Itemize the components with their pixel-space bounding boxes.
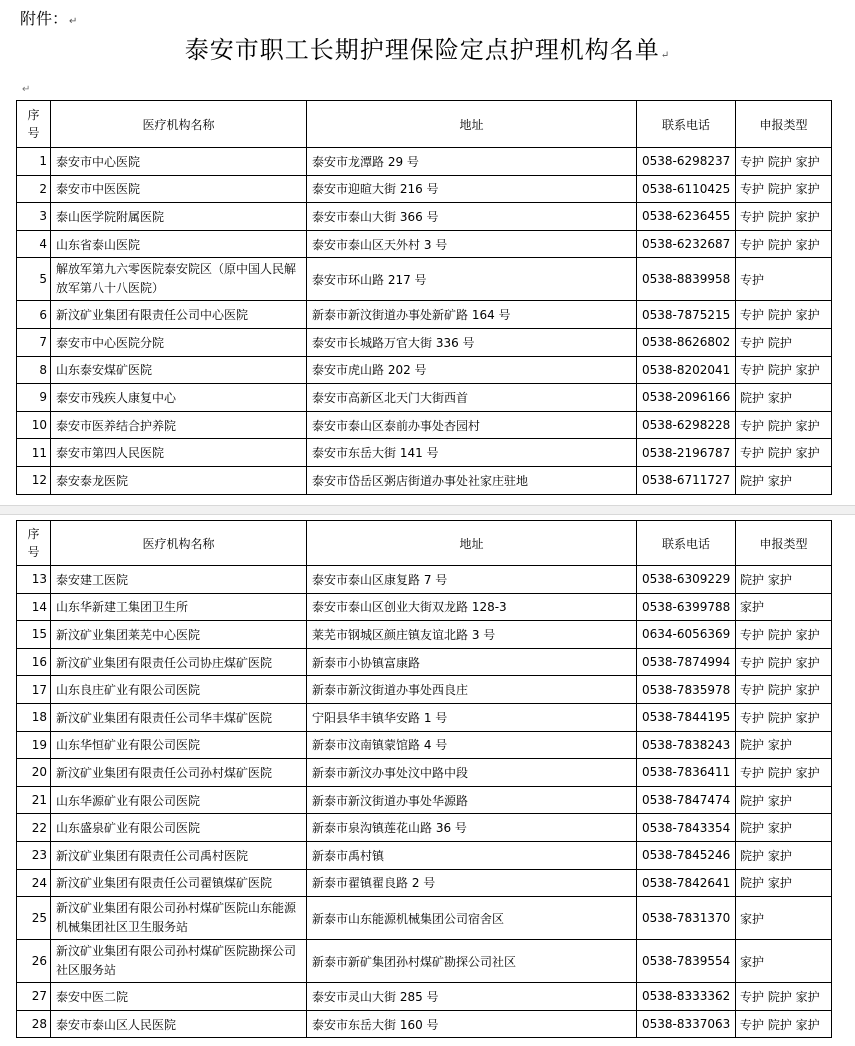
institution-name: 新汶矿业集团有限责任公司孙村煤矿医院 — [51, 759, 307, 787]
institution-address: 泰安市泰山大街 366 号 — [307, 203, 637, 231]
table-header-row — [17, 101, 832, 148]
row-number: 13 — [17, 566, 51, 594]
header-no — [17, 521, 51, 566]
header-no-line2: 号 — [27, 545, 40, 559]
institution-name: 解放军第九六零医院泰安院区（原中国人民解放军第八十八医院） — [51, 258, 307, 301]
institution-name: 新汶矿业集团有限责任公司翟镇煤矿医院 — [51, 869, 307, 897]
institution-name: 泰安泰龙医院 — [51, 466, 307, 494]
header-name: 医疗机构名称 — [51, 101, 307, 148]
table-row — [17, 703, 832, 731]
row-number: 12 — [17, 466, 51, 494]
table-row — [17, 648, 832, 676]
institution-name: 山东华恒矿业有限公司医院 — [51, 731, 307, 759]
service-types: 院护 家护 — [736, 841, 832, 869]
table-row — [17, 466, 832, 494]
table-row — [17, 384, 832, 412]
header-name: 医疗机构名称 — [51, 521, 307, 566]
service-types: 院护 家护 — [736, 384, 832, 412]
table-row — [17, 983, 832, 1011]
table-row — [17, 175, 832, 203]
institution-phone: 0538-7839554 — [637, 940, 736, 983]
institution-phone: 0538-8333362 — [637, 983, 736, 1011]
title-text: 泰安市职工长期护理保险定点护理机构名单 — [184, 36, 660, 64]
institution-name: 泰安中医二院 — [51, 983, 307, 1011]
institution-address: 泰安市龙潭路 29 号 — [307, 148, 637, 176]
attachment-text: 附件： — [20, 9, 69, 28]
institution-name: 新汶矿业集团有限公司孙村煤矿医院勘探公司社区服务站 — [51, 940, 307, 983]
institution-phone: 0538-7843354 — [637, 814, 736, 842]
row-number: 16 — [17, 648, 51, 676]
header-no-line1: 序 — [27, 527, 40, 541]
institution-address: 新泰市翟镇翟良路 2 号 — [307, 869, 637, 897]
service-types: 院护 家护 — [736, 786, 832, 814]
institution-phone: 0538-7842641 — [637, 869, 736, 897]
institution-phone: 0538-6711727 — [637, 466, 736, 494]
service-types: 专护 院护 家护 — [736, 439, 832, 467]
row-number: 21 — [17, 786, 51, 814]
row-number: 19 — [17, 731, 51, 759]
institution-phone: 0538-7838243 — [637, 731, 736, 759]
table-row — [17, 940, 832, 983]
header-no — [17, 101, 51, 148]
service-types: 家护 — [736, 940, 832, 983]
institution-address: 新泰市新汶办事处汶中路中段 — [307, 759, 637, 787]
service-types: 专护 院护 家护 — [736, 676, 832, 704]
institution-phone: 0634-6056369 — [637, 621, 736, 649]
institution-phone: 0538-8839958 — [637, 258, 736, 301]
institution-name: 新汶矿业集团有限责任公司禹村医院 — [51, 841, 307, 869]
institution-address: 新泰市新汶街道办事处新矿路 164 号 — [307, 301, 637, 329]
service-types: 专护 院护 家护 — [736, 203, 832, 231]
institution-address: 新泰市禹村镇 — [307, 841, 637, 869]
table-row — [17, 566, 832, 594]
institution-name: 泰安市残疾人康复中心 — [51, 384, 307, 412]
institution-name: 新汶矿业集团有限责任公司协庄煤矿医院 — [51, 648, 307, 676]
table-row — [17, 593, 832, 621]
row-number: 9 — [17, 384, 51, 412]
service-types: 专护 院护 家护 — [736, 759, 832, 787]
institution-name: 泰山医学院附属医院 — [51, 203, 307, 231]
header-no-line1: 序 — [27, 108, 40, 122]
institution-phone: 0538-2096166 — [637, 384, 736, 412]
institution-address: 泰安市泰山区创业大街双龙路 128-3 — [307, 593, 637, 621]
paragraph-mark: ↵ — [22, 84, 31, 95]
institution-phone: 0538-7835978 — [637, 676, 736, 704]
row-number: 2 — [17, 175, 51, 203]
header-phone: 联系电话 — [637, 521, 736, 566]
table-row — [17, 676, 832, 704]
institution-address: 泰安市迎暄大街 216 号 — [307, 175, 637, 203]
institution-address: 泰安市长城路万官大街 336 号 — [307, 328, 637, 356]
row-number: 3 — [17, 203, 51, 231]
service-types: 专护 院护 家护 — [736, 230, 832, 258]
table-row — [17, 301, 832, 329]
table-row — [17, 759, 832, 787]
institution-phone: 0538-8337063 — [637, 1010, 736, 1038]
institution-name: 泰安市中心医院分院 — [51, 328, 307, 356]
row-number: 11 — [17, 439, 51, 467]
row-number: 18 — [17, 703, 51, 731]
institution-phone: 0538-6298237 — [637, 148, 736, 176]
table-body — [17, 566, 832, 1038]
institution-phone: 0538-6399788 — [637, 593, 736, 621]
table-row — [17, 841, 832, 869]
page-break — [0, 505, 855, 515]
row-number: 5 — [17, 258, 51, 301]
service-types: 专护 院护 家护 — [736, 148, 832, 176]
institution-name: 山东泰安煤矿医院 — [51, 356, 307, 384]
institution-phone: 0538-6236455 — [637, 203, 736, 231]
table-row — [17, 731, 832, 759]
attachment-label — [20, 6, 77, 29]
institution-address: 新泰市新汶街道办事处西良庄 — [307, 676, 637, 704]
row-number: 23 — [17, 841, 51, 869]
institution-address: 新泰市汶南镇蒙馆路 4 号 — [307, 731, 637, 759]
service-types: 专护 院护 家护 — [736, 411, 832, 439]
row-number: 26 — [17, 940, 51, 983]
institution-name: 新汶矿业集团莱芜中心医院 — [51, 621, 307, 649]
table-row — [17, 786, 832, 814]
institution-address: 莱芜市钢城区颜庄镇友谊北路 3 号 — [307, 621, 637, 649]
row-number: 14 — [17, 593, 51, 621]
header-type: 申报类型 — [736, 101, 832, 148]
row-number: 1 — [17, 148, 51, 176]
paragraph-mark: ↵ — [69, 16, 78, 27]
institution-address: 泰安市虎山路 202 号 — [307, 356, 637, 384]
service-types: 院护 家护 — [736, 566, 832, 594]
institution-address: 泰安市岱岳区粥店街道办事处社家庄驻地 — [307, 466, 637, 494]
institution-address: 新泰市山东能源机械集团公司宿舍区 — [307, 897, 637, 940]
table-row — [17, 439, 832, 467]
row-number: 17 — [17, 676, 51, 704]
institution-address: 泰安市东岳大街 141 号 — [307, 439, 637, 467]
service-types: 专护 院护 家护 — [736, 621, 832, 649]
institution-phone: 0538-6232687 — [637, 230, 736, 258]
service-types: 专护 院护 家护 — [736, 175, 832, 203]
institution-name: 山东盛泉矿业有限公司医院 — [51, 814, 307, 842]
row-number: 15 — [17, 621, 51, 649]
service-types: 专护 院护 家护 — [736, 983, 832, 1011]
row-number: 27 — [17, 983, 51, 1011]
institution-phone: 0538-8626802 — [637, 328, 736, 356]
service-types: 院护 家护 — [736, 731, 832, 759]
row-number: 7 — [17, 328, 51, 356]
row-number: 20 — [17, 759, 51, 787]
row-number: 6 — [17, 301, 51, 329]
institution-name: 山东华源矿业有限公司医院 — [51, 786, 307, 814]
institution-address: 新泰市新汶街道办事处华源路 — [307, 786, 637, 814]
service-types: 专护 院护 — [736, 328, 832, 356]
table-row — [17, 869, 832, 897]
institution-name: 泰安市第四人民医院 — [51, 439, 307, 467]
institution-name: 山东良庄矿业有限公司医院 — [51, 676, 307, 704]
institution-name: 新汶矿业集团有限责任公司中心医院 — [51, 301, 307, 329]
institution-phone: 0538-7845246 — [637, 841, 736, 869]
row-number: 25 — [17, 897, 51, 940]
institution-address: 新泰市泉沟镇莲花山路 36 号 — [307, 814, 637, 842]
institution-address: 泰安市高新区北天门大街西首 — [307, 384, 637, 412]
institution-phone: 0538-7874994 — [637, 648, 736, 676]
table-row — [17, 328, 832, 356]
institution-name: 山东华新建工集团卫生所 — [51, 593, 307, 621]
institution-name: 泰安市中医医院 — [51, 175, 307, 203]
institution-name: 新汶矿业集团有限公司孙村煤矿医院山东能源机械集团社区卫生服务站 — [51, 897, 307, 940]
table-row — [17, 230, 832, 258]
table-body — [17, 148, 832, 495]
header-type: 申报类型 — [736, 521, 832, 566]
header-phone: 联系电话 — [637, 101, 736, 148]
row-number: 4 — [17, 230, 51, 258]
table-row — [17, 411, 832, 439]
institution-address: 泰安市泰山区泰前办事处杏园村 — [307, 411, 637, 439]
service-types: 专护 院护 家护 — [736, 703, 832, 731]
service-types: 专护 — [736, 258, 832, 301]
institution-phone: 0538-7831370 — [637, 897, 736, 940]
row-number: 24 — [17, 869, 51, 897]
service-types: 专护 院护 家护 — [736, 648, 832, 676]
institution-phone: 0538-7836411 — [637, 759, 736, 787]
table-row — [17, 148, 832, 176]
institution-phone: 0538-7847474 — [637, 786, 736, 814]
institution-phone: 0538-8202041 — [637, 356, 736, 384]
table-row — [17, 203, 832, 231]
institution-address: 新泰市新矿集团孙村煤矿勘探公司社区 — [307, 940, 637, 983]
institution-address: 新泰市小协镇富康路 — [307, 648, 637, 676]
row-number: 10 — [17, 411, 51, 439]
table-row — [17, 621, 832, 649]
institution-address: 泰安市环山路 217 号 — [307, 258, 637, 301]
institution-name: 山东省泰山医院 — [51, 230, 307, 258]
service-types: 院护 家护 — [736, 814, 832, 842]
document-title — [0, 30, 855, 65]
institution-address: 宁阳县华丰镇华安路 1 号 — [307, 703, 637, 731]
institution-address: 泰安市泰山区天外村 3 号 — [307, 230, 637, 258]
institution-phone: 0538-2196787 — [637, 439, 736, 467]
row-number: 8 — [17, 356, 51, 384]
row-number: 28 — [17, 1010, 51, 1038]
institution-address: 泰安市泰山区康复路 7 号 — [307, 566, 637, 594]
paragraph-mark: ↵ — [660, 50, 671, 61]
table-header-row — [17, 521, 832, 566]
institution-phone: 0538-6309229 — [637, 566, 736, 594]
institution-name: 泰安市医养结合护养院 — [51, 411, 307, 439]
service-types: 院护 家护 — [736, 466, 832, 494]
table-row — [17, 814, 832, 842]
institution-phone: 0538-7844195 — [637, 703, 736, 731]
institution-address: 泰安市东岳大街 160 号 — [307, 1010, 637, 1038]
header-address: 地址 — [307, 521, 637, 566]
table-row — [17, 1010, 832, 1038]
service-types: 专护 院护 家护 — [736, 301, 832, 329]
header-no-line2: 号 — [27, 126, 40, 140]
institution-phone: 0538-6298228 — [637, 411, 736, 439]
table-row — [17, 897, 832, 940]
service-types: 家护 — [736, 593, 832, 621]
institution-address: 泰安市灵山大街 285 号 — [307, 983, 637, 1011]
service-types: 专护 院护 家护 — [736, 356, 832, 384]
row-number: 22 — [17, 814, 51, 842]
institution-phone: 0538-7875215 — [637, 301, 736, 329]
table-row — [17, 258, 832, 301]
institutions-table-page-2 — [16, 520, 832, 1038]
institution-name: 新汶矿业集团有限责任公司华丰煤矿医院 — [51, 703, 307, 731]
institution-name: 泰安市泰山区人民医院 — [51, 1010, 307, 1038]
institution-name: 泰安建工医院 — [51, 566, 307, 594]
service-types: 专护 院护 家护 — [736, 1010, 832, 1038]
service-types: 院护 家护 — [736, 869, 832, 897]
service-types: 家护 — [736, 897, 832, 940]
table-row — [17, 356, 832, 384]
institution-phone: 0538-6110425 — [637, 175, 736, 203]
header-address: 地址 — [307, 101, 637, 148]
institutions-table-page-1 — [16, 100, 832, 495]
institution-name: 泰安市中心医院 — [51, 148, 307, 176]
